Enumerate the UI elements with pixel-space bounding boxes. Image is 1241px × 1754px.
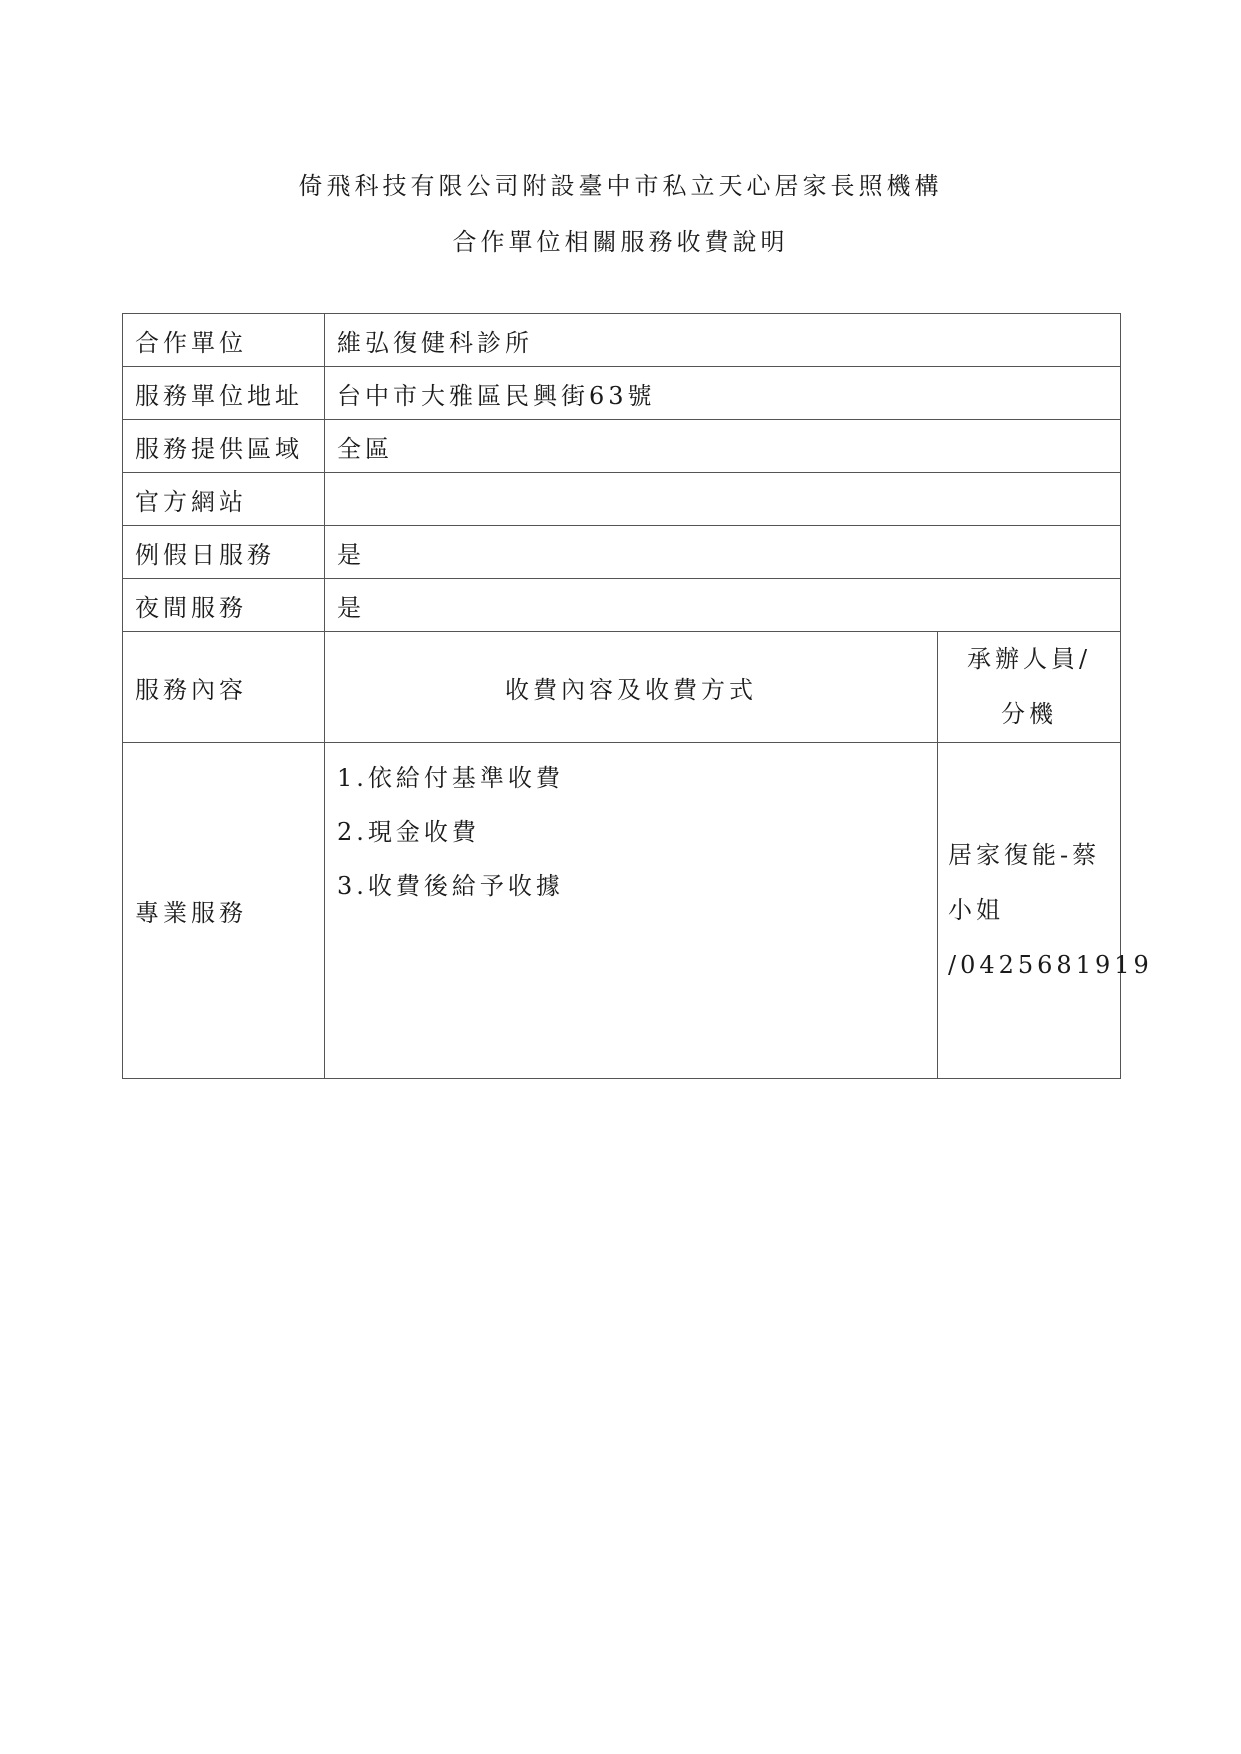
value-service-address: 台中市大雅區民興街63號 [325,367,1121,420]
table-row [123,314,1121,367]
table-row [123,420,1121,473]
service-name: 專業服務 [123,743,325,1079]
contact-line: 小姐 [948,896,1004,924]
fee-list [325,743,938,1079]
header-fee-method: 收費內容及收費方式 [325,632,938,743]
value-holiday-service: 是 [325,526,1121,579]
table-header-row [123,632,1121,743]
value-partner-unit: 維弘復健科診所 [325,314,1121,367]
document-subtitle: 合作單位相關服務收費說明 [452,228,789,256]
label-holiday-service: 例假日服務 [123,526,325,579]
table-row [123,473,1121,526]
fee-item: 3.收費後給予收據 [337,872,564,900]
header-contact-line2: 分機 [1001,700,1057,728]
label-night-service: 夜間服務 [123,579,325,632]
label-service-address: 服務單位地址 [123,367,325,420]
table-row [123,743,1121,1079]
document-title: 倚飛科技有限公司附設臺中市私立天心居家長照機構 [298,172,943,200]
value-service-area: 全區 [325,420,1121,473]
header-contact [938,632,1121,743]
label-service-area: 服務提供區域 [123,420,325,473]
contact-info [938,743,1153,1079]
header-contact-line1: 承辦人員/ [966,645,1092,673]
value-night-service: 是 [325,579,1121,632]
fee-item: 1.依給付基準收費 [337,764,564,792]
table-row [123,367,1121,420]
partner-info-table [122,313,1153,1079]
table-row [123,579,1121,632]
label-partner-unit: 合作單位 [123,314,325,367]
contact-line: 居家復能-蔡 [948,841,1101,869]
contact-phone: /0425681919 [948,951,1153,979]
table-row [123,526,1121,579]
label-official-website: 官方網站 [123,473,325,526]
value-official-website [325,473,1121,526]
header-service-content: 服務內容 [123,632,325,743]
fee-item: 2.現金收費 [337,818,480,846]
